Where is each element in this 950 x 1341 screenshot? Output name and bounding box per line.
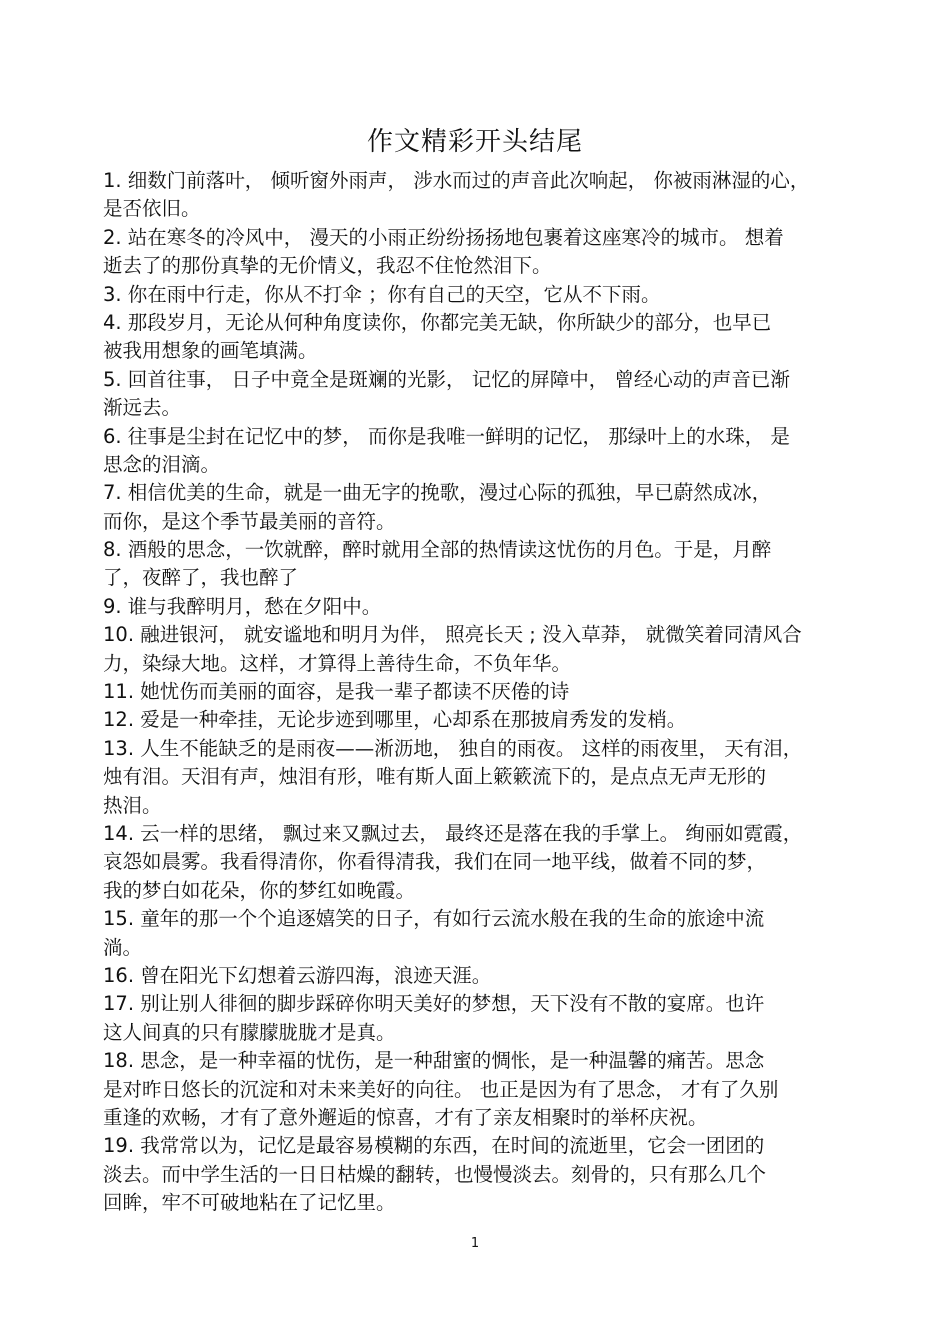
list-item-line: 19. 我常常以为，记忆是最容易模糊的东西，在时间的流逝里，它会一团团的 xyxy=(103,1134,765,1158)
list-item xyxy=(103,309,853,366)
list-item xyxy=(103,281,853,309)
list-item-line: 11. 她忧伤而美丽的面容，是我一辈子都读不厌倦的诗 xyxy=(103,680,570,704)
list-item xyxy=(103,167,853,224)
list-item-line: 3. 你在雨中行走，你从不打伞 ；你有自己的天空，它从不下雨。 xyxy=(103,282,661,306)
list-item-line: 回眸，牢不可破地粘在了记忆里。 xyxy=(103,1191,396,1215)
list-item xyxy=(103,423,853,480)
list-item-line: 17. 别让别人徘徊的脚步踩碎你明天美好的梦想，天下没有不散的宴席。也许 xyxy=(103,992,765,1016)
list-item xyxy=(103,621,853,678)
list-item xyxy=(103,678,853,706)
list-item-line: 18. 思念，是一种幸福的忧伤，是一种甜蜜的惆怅，是一种温馨的痛苦。思念 xyxy=(103,1049,765,1073)
list-item-line: 6. 往事是尘封在记忆中的梦， 而你是我唯一鲜明的记忆， 那绿叶上的水珠， 是 xyxy=(103,424,790,448)
list-item-line: 力，染绿大地。这样，才算得上善待生命，不负年华。 xyxy=(103,651,572,675)
list-item xyxy=(103,536,853,593)
list-item-line: 1. 细数门前落叶， 倾听窗外雨声， 涉水而过的声音此次响起， 你被雨淋湿的心， xyxy=(103,169,810,192)
list-item xyxy=(103,593,853,621)
list-item xyxy=(103,905,853,962)
list-item-line: 而你，是这个季节最美丽的音符。 xyxy=(103,509,396,533)
list-item-line: 热泪。 xyxy=(103,793,162,817)
list-item-line: 我的梦白如花朵，你的梦红如晚霞。 xyxy=(103,878,416,902)
list-item-line: 了，夜醉了，我也醉了 xyxy=(103,566,299,590)
list-item-line: 被我用想象的画笔填满。 xyxy=(103,339,318,363)
list-item-line: 8. 酒般的思念，一饮就醉，醉时就用全部的热情读这忧伤的月色。于是，月醉 xyxy=(103,538,772,562)
list-item-line: 2. 站在寒冬的冷风中， 漫天的小雨正纷纷扬扬地包裹着这座寒冷的城市。 想着 xyxy=(103,225,784,249)
list-item-line: 淡去。而中学生活的一日日枯燥的翻转，也慢慢淡去。刻骨的，只有那么几个 xyxy=(103,1162,767,1186)
list-item-line: 是对昨日悠长的沉淀和对未来美好的向往。 也正是因为有了思念， 才有了久别 xyxy=(103,1077,779,1101)
list-item xyxy=(103,224,853,281)
list-item-line: 逝去了的那份真挚的无价情义，我忍不住怆然泪下。 xyxy=(103,254,552,278)
list-item xyxy=(103,990,853,1047)
list-item xyxy=(103,1047,853,1132)
list-item-line: 13. 人生不能缺乏的是雨夜——淅沥地， 独自的雨夜。 这样的雨夜里， 天有泪， xyxy=(103,736,803,760)
list-item-line: 渐远去。 xyxy=(103,396,182,420)
list-item-line: 思念的泪滴。 xyxy=(103,452,221,476)
list-item-line: 14. 云一样的思绪， 飘过来又飘过去， 最终还是落在我的手掌上。 绚丽如霓霞， xyxy=(103,821,803,845)
list-item-line: 是否依旧。 xyxy=(103,197,201,221)
list-item-line: 这人间真的只有朦朦胧胧才是真。 xyxy=(103,1020,396,1044)
list-item xyxy=(103,479,853,536)
essay-list xyxy=(103,167,853,1217)
list-item-line: 重逢的欢畅，才有了意外邂逅的惊喜，才有了亲友相聚时的举杯庆祝。 xyxy=(103,1105,708,1129)
list-item-line: 10. 融进银河， 就安谧地和明月为伴， 照亮长天 ; 没入草莽， 就微笑着同清风合 xyxy=(103,623,802,647)
list-item xyxy=(103,366,853,423)
list-item-line: 9. 谁与我醉明月，愁在夕阳中。 xyxy=(103,594,382,618)
list-item-line: 淌。 xyxy=(103,935,143,959)
page-number: 1 xyxy=(470,1236,480,1251)
list-item-line: 12. 爱是一种牵挂，无论步迹到哪里，心却系在那披肩秀发的发梢。 xyxy=(103,708,687,732)
list-item-line: 4. 那段岁月，无论从何种角度读你，你都完美无缺，你所缺少的部分，也早已 xyxy=(103,310,772,334)
list-item-line: 烛有泪。天泪有声，烛泪有形，唯有斯人面上簌簌流下的，是点点无声无形的 xyxy=(103,765,767,789)
list-item xyxy=(103,1132,853,1217)
list-item-line: 7. 相信优美的生命，就是一曲无字的挽歌，漫过心际的孤独，早已蔚然成冰， xyxy=(103,481,772,505)
document-title: 作文精彩开头结尾 xyxy=(366,127,583,157)
list-item xyxy=(103,962,853,990)
list-item-line: 16. 曾在阳光下幻想着云游四海，浪迹天涯。 xyxy=(103,963,492,987)
list-item xyxy=(103,706,853,734)
list-item xyxy=(103,735,853,820)
list-item-line: 5. 回首往事， 日子中竟全是斑斓的光影， 记忆的屏障中， 曾经心动的声音已渐 xyxy=(103,367,790,391)
list-item-line: 15. 童年的那一个个追逐嬉笑的日子，有如行云流水般在我的生命的旅途中流 xyxy=(103,907,765,931)
list-item xyxy=(103,820,853,905)
list-item-line: 哀怨如晨雾。我看得清你，你看得清我，我们在同一地平线，做着不同的梦， xyxy=(103,850,767,874)
